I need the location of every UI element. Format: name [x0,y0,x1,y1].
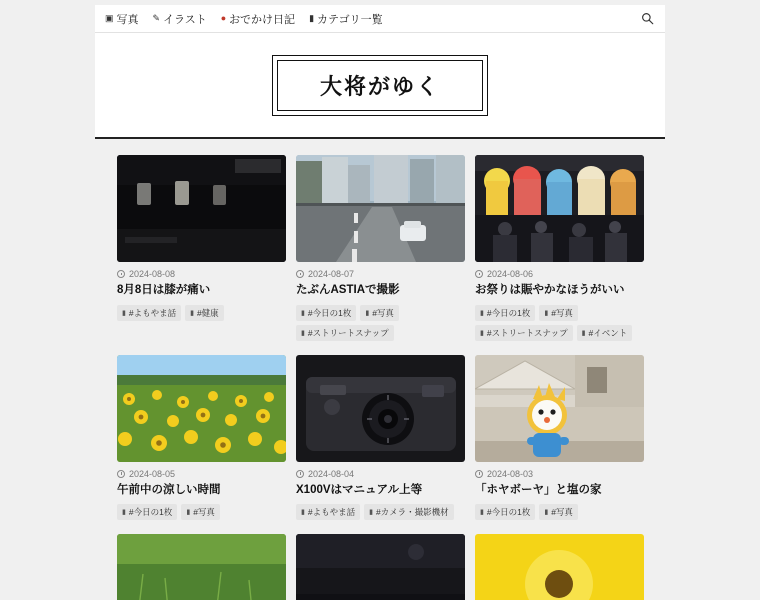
tag-chip[interactable] [360,305,399,321]
post-tags [296,305,465,341]
tag-label: #写真 [551,507,573,518]
page-title: 大将がゆく [319,74,440,99]
post-meta [117,269,286,279]
tag-label: #写真 [551,307,573,318]
tag-label: #よもやま話 [307,507,356,518]
post-thumbnail[interactable] [296,355,465,462]
post-title[interactable]: X100Vはマニュアル上等 [296,483,423,496]
post-date: 2024-08-03 [487,468,534,479]
tag-chip[interactable] [185,305,224,321]
post-tags [475,504,644,520]
post-thumbnail[interactable] [475,355,644,462]
post-meta [296,269,465,279]
post-tags [296,504,465,520]
clock-icon [296,470,304,478]
tag-chip[interactable] [475,305,535,321]
tag-chip[interactable] [364,504,454,520]
tag-icon: ▮ [301,509,305,517]
tag-icon: ▮ [122,509,126,517]
list-item[interactable] [475,534,644,600]
post-date: 2024-08-05 [129,468,176,479]
folder-icon: ▮ [309,13,315,23]
search-icon[interactable] [639,11,655,27]
post-title[interactable]: 8月8日は膝が痛い [117,284,211,296]
tag-chip[interactable] [539,504,578,520]
tag-icon: ▮ [480,329,484,337]
tag-icon: ▮ [369,509,373,517]
tag-icon: ▮ [186,509,191,517]
list-item[interactable] [117,534,286,600]
post-tags [475,305,644,341]
clock-icon [475,270,483,278]
tag-chip[interactable] [117,305,181,321]
post-grid [117,155,643,600]
pen-icon: ✎ [152,13,161,23]
post-thumbnail[interactable] [296,155,465,262]
nav-item-label: おでかけ日記 [229,13,296,26]
title-frame-inner [277,60,483,111]
tag-icon: ▮ [480,509,484,517]
post-date: 2024-08-07 [308,269,355,279]
tag-chip[interactable] [539,305,578,321]
tag-label: #今日の1枚 [128,507,173,518]
tag-icon: ▮ [365,309,370,317]
tag-chip[interactable] [475,504,535,520]
site-title-band [95,33,665,138]
title-frame-outer [272,55,488,116]
tag-chip[interactable] [577,325,633,341]
post-title[interactable]: 午前中の涼しい時間 [117,483,221,496]
tag-chip[interactable] [117,504,177,520]
post-date: 2024-08-04 [308,468,355,479]
tag-icon: ▮ [544,309,549,317]
nav-item-illustrations[interactable] [153,11,207,27]
post-title[interactable]: たぶんASTIAで撮影 [296,284,400,296]
post-thumbnail[interactable] [475,155,644,262]
post-meta [475,469,644,479]
post-thumbnail[interactable] [296,534,465,600]
tag-icon: ▮ [301,309,305,317]
nav-item-label: カテゴリ一覧 [317,13,383,26]
tag-label: #今日の1枚 [486,307,531,318]
clock-icon [117,270,125,278]
tag-label: #カメラ・撮影機材 [375,507,449,518]
list-item[interactable] [296,534,465,600]
tag-label: #写真 [372,307,394,318]
post-thumbnail[interactable] [117,155,286,262]
nav-item-category-list[interactable] [309,11,383,27]
tag-label: #健康 [196,307,219,318]
tag-label: #今日の1枚 [486,507,531,518]
post-thumbnail[interactable] [117,355,286,462]
post-title[interactable]: 「ホヤボーヤ」と塩の家 [475,483,602,496]
list-item[interactable] [475,355,644,521]
tag-icon: ▮ [190,309,194,317]
tag-icon: ▮ [544,509,549,517]
tag-label: #ストリートスナップ [486,327,568,338]
post-tags [117,305,286,321]
clock-icon [117,470,125,478]
post-meta [296,469,465,479]
post-thumbnail[interactable] [475,534,644,600]
clock-icon [296,270,304,278]
tag-icon: ▮ [480,309,484,317]
post-tags [117,504,286,520]
tag-label: #よもやま話 [128,307,177,318]
nav-item-label: 写真 [116,13,139,26]
main-navigation [105,11,639,27]
tag-label: #写真 [193,507,215,518]
list-item[interactable] [117,155,286,341]
list-item[interactable] [475,155,644,341]
nav-item-photos[interactable] [105,11,139,27]
camera-icon: ▣ [105,13,114,23]
post-date: 2024-08-06 [487,269,534,279]
main-content [95,139,665,600]
nav-item-outing-diary[interactable] [221,11,295,27]
tag-icon: ▮ [122,309,126,317]
list-item[interactable] [117,355,286,521]
tag-chip[interactable] [181,504,220,520]
post-meta [117,469,286,479]
tag-chip[interactable] [475,325,573,341]
tag-label: #今日の1枚 [307,307,352,318]
list-item[interactable] [296,355,465,521]
nav-item-label: イラスト [163,13,207,26]
list-item[interactable] [296,155,465,341]
tag-icon: ▮ [581,329,586,337]
tag-icon: ▮ [301,329,305,337]
tag-chip[interactable] [296,504,360,520]
post-title[interactable]: お祭りは賑やかなほうがいい [475,284,625,296]
clock-icon [475,470,483,478]
post-date: 2024-08-08 [129,269,176,279]
pin-icon: ● [220,13,227,23]
site-header [95,5,665,33]
tag-label: #ストリートスナップ [307,327,389,338]
post-thumbnail[interactable] [117,534,286,600]
post-meta [475,269,644,279]
tag-chip[interactable] [296,325,394,341]
tag-chip[interactable] [296,305,356,321]
tag-label: #イベント [588,327,628,338]
